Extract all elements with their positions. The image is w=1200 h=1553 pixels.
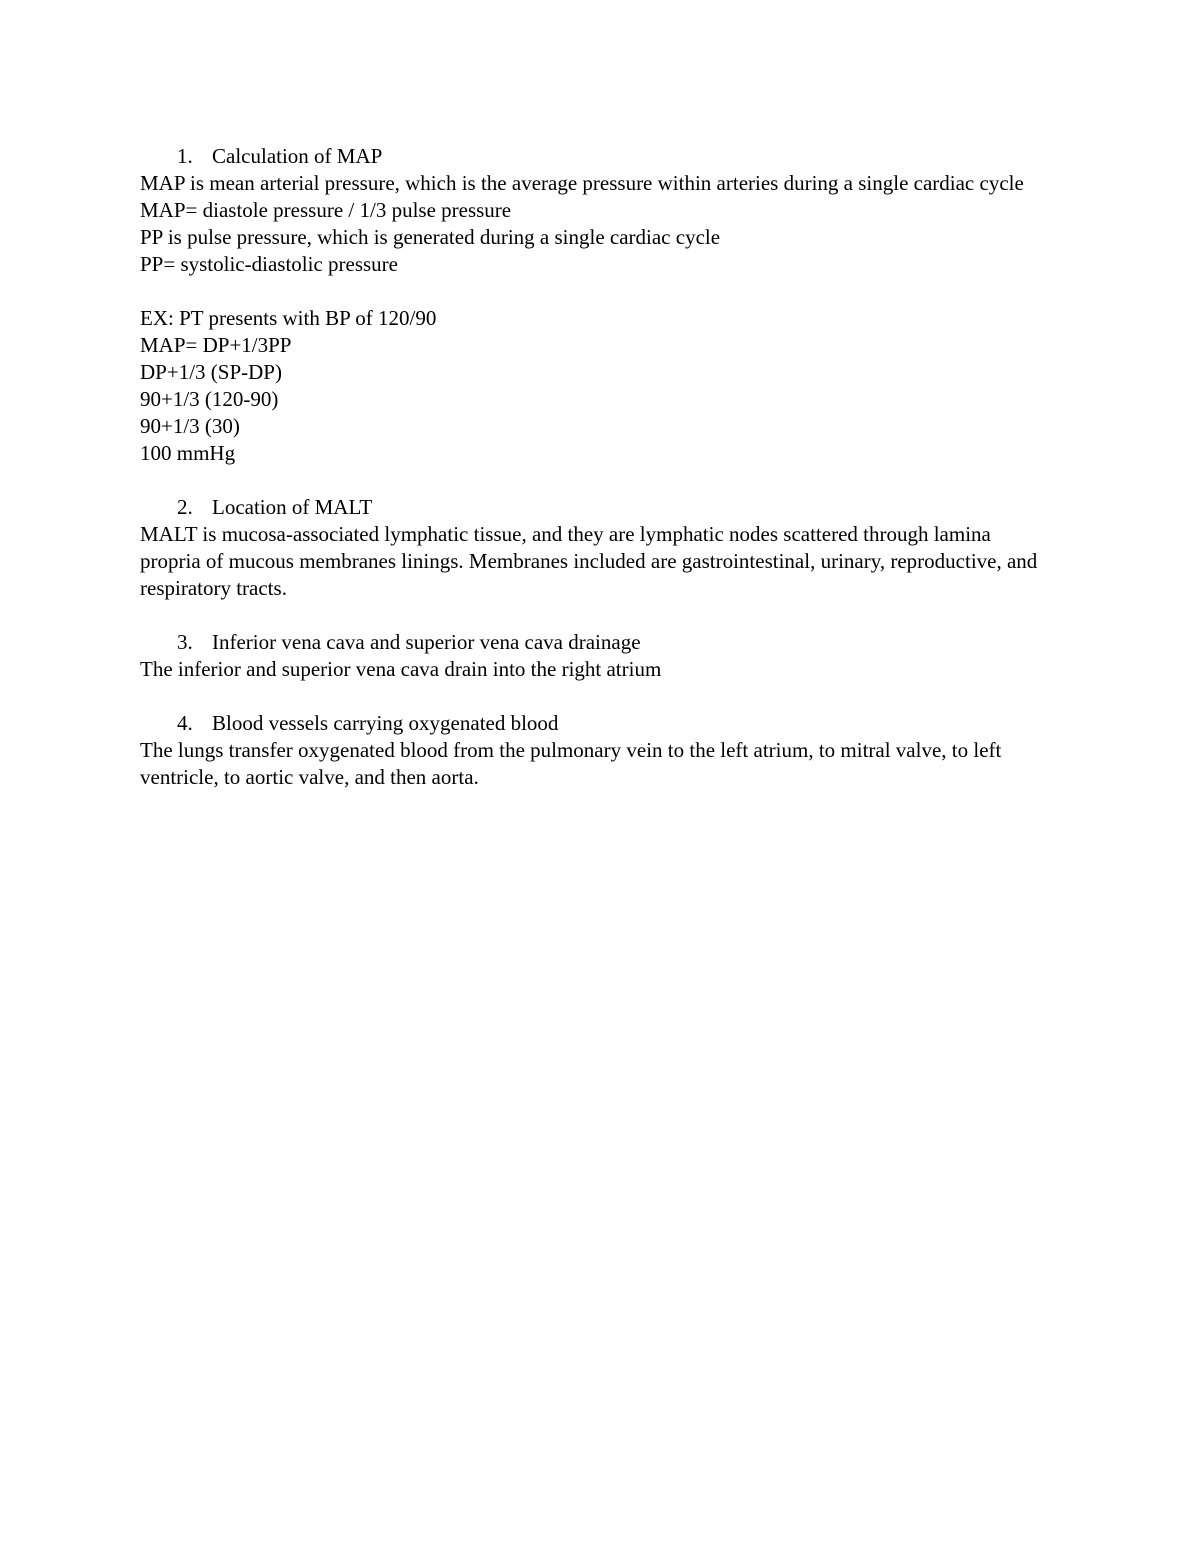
heading-text: Blood vessels carrying oxygenated blood — [212, 711, 559, 735]
example-line: 90+1/3 (120-90) — [140, 387, 279, 411]
blank-line — [140, 467, 1060, 494]
malt-paragraph: MALT is mucosa-associated lymphatic tissue, and they are lymphatic nodes scattered through lamina propria of mucous membranes linings. Membranes included are gastrointestinal, urinary, reproductive, and respiratory tracts. — [140, 522, 1038, 600]
map-definition: MAP is mean arterial pressure, which is the average pressure within arteries during a single cardiac cycle — [140, 171, 1024, 195]
document-body — [140, 143, 1060, 791]
section-heading-vena-cava — [140, 629, 1060, 656]
pp-definition: PP is pulse pressure, which is generated during a single cardiac cycle — [140, 225, 721, 249]
blank-line — [140, 278, 1060, 305]
example-line: 90+1/3 (30) — [140, 414, 240, 438]
vena-cava-paragraph: The inferior and superior vena cava drain into the right atrium — [140, 657, 662, 681]
section-heading-map — [140, 143, 1060, 170]
section-heading-oxygenated-blood — [140, 710, 1060, 737]
heading-text: Inferior vena cava and superior vena cava drainage — [212, 630, 641, 654]
example-line: EX: PT presents with BP of 120/90 — [140, 306, 437, 330]
example-line: MAP= DP+1/3PP — [140, 333, 292, 357]
example-line: DP+1/3 (SP-DP) — [140, 360, 282, 384]
example-result: 100 mmHg — [140, 441, 236, 465]
list-number: 2. — [177, 495, 193, 519]
map-formula: MAP= diastole pressure / 1/3 pulse pressure — [140, 198, 512, 222]
heading-text: Location of MALT — [212, 495, 373, 519]
pp-formula: PP= systolic-diastolic pressure — [140, 252, 398, 276]
section-heading-malt — [140, 494, 1060, 521]
list-number: 3. — [177, 630, 193, 654]
list-number: 1. — [177, 144, 193, 168]
heading-text: Calculation of MAP — [212, 144, 383, 168]
blank-line — [140, 602, 1060, 629]
oxygenated-blood-paragraph: The lungs transfer oxygenated blood from the pulmonary vein to the left atrium, to mitral valve, to left ventricle, to aortic valve, and then aorta. — [140, 738, 1002, 789]
list-number: 4. — [177, 711, 193, 735]
blank-line — [140, 683, 1060, 710]
